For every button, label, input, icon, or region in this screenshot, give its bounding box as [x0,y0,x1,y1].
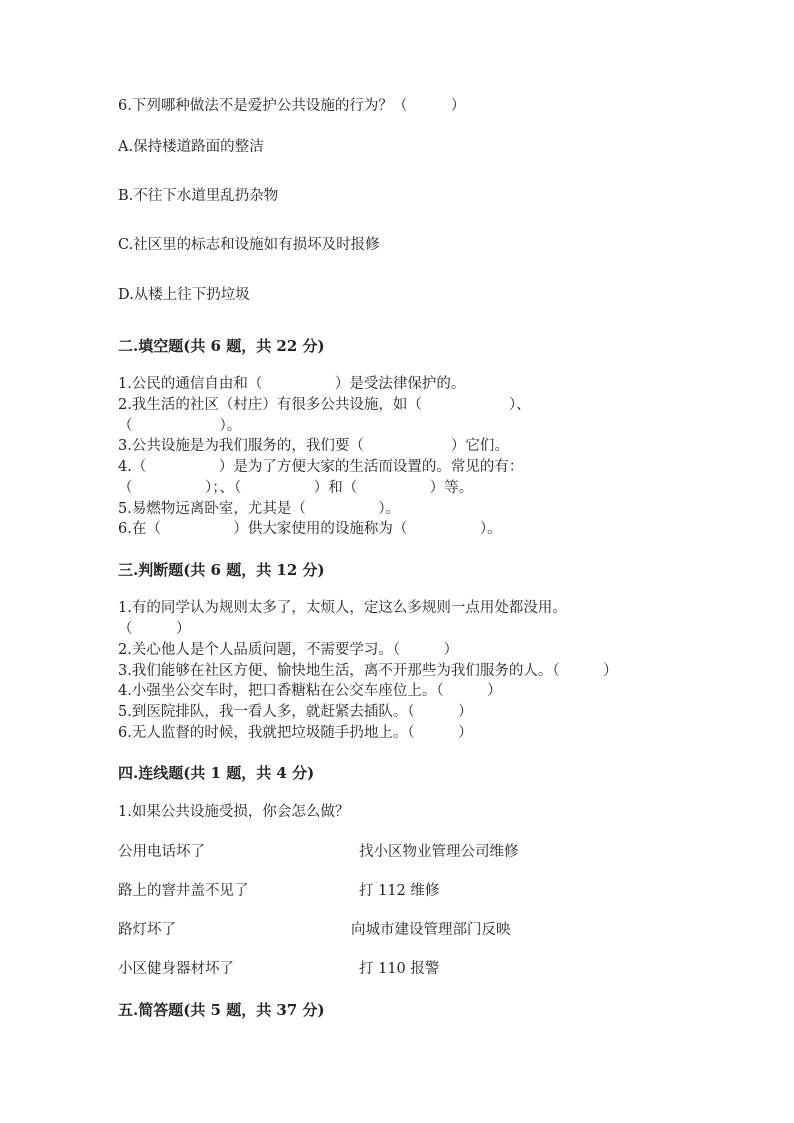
true-false-line: （ ） [118,621,191,637]
matching-question: 1.如果公共设施受损，你会怎么做？ [118,804,350,820]
option-a: A.保持楼道路面的整洁 [118,139,264,155]
matching-right-item: 打 110 报警 [359,961,440,977]
matching-left-item: 路灯坏了 [118,922,176,938]
matching-left-item: 路上的窨井盖不见了 [118,883,249,899]
fill-blank-line: 2.我生活的社区（村庄）有很多公共设施，如（ ）、 [118,397,531,413]
fill-blank-line: 1.公民的通信自由和（ ）是受法律保护的。 [118,376,466,392]
matching-left-item: 公用电话坏了 [118,844,205,860]
true-false-line: 4.小强坐公交车时，把口香糖粘在公交车座位上。（ ） [118,683,502,699]
fill-blank-line: 4.（ ）是为了方便大家的生活而设置的。常见的有： [118,459,524,475]
matching-right-item: 向城市建设管理部门反映 [351,922,511,938]
option-c: C.社区里的标志和设施如有损坏及时报修 [118,237,380,253]
section-heading-matching: 四.连线题(共 1 题，共 4 分) [118,764,315,782]
matching-left-item: 小区健身器材坏了 [118,961,234,977]
question-stem: 6.下列哪种做法不是爱护公共设施的行为？（ ） [118,98,466,114]
fill-blank-line: 6.在（ ）供大家使用的设施称为（ ）。 [118,521,502,537]
section-heading-fill-blank: 二.填空题(共 6 题，共 22 分) [118,337,325,355]
section-heading-short-answer: 五.简答题(共 5 题，共 37 分) [118,1001,325,1019]
true-false-line: 5.到医院排队，我一看人多，就赶紧去插队。（ ） [118,704,473,720]
matching-right-item: 找小区物业管理公司维修 [359,844,519,860]
section-heading-true-false: 三.判断题(共 6 题，共 12 分) [118,561,325,579]
matching-right-item: 打 112 维修 [359,883,440,899]
fill-blank-line: （ ）。 [118,418,242,434]
true-false-line: 2.关心他人是个人品质问题，不需要学习。（ ） [118,642,459,658]
fill-blank-line: （ ）；、（ ）和（ ）等。 [118,480,474,496]
option-b: B.不往下水道里乱扔杂物 [118,188,279,204]
true-false-line: 1.有的同学认为规则太多了，太烦人，定这么多规则一点用处都没用。 [118,600,567,616]
option-d: D.从楼上往下扔垃圾 [118,287,250,303]
fill-blank-line: 5.易燃物远离卧室，尤其是（ ）。 [118,501,401,517]
true-false-line: 6.无人监督的时候，我就把垃圾随手扔地上。（ ） [118,725,473,741]
true-false-line: 3.我们能够在社区方便、愉快地生活，离不开那些为我们服务的人。（ ） [118,663,618,679]
fill-blank-line: 3.公共设施是为我们服务的，我们要（ ）它们。 [118,438,509,454]
